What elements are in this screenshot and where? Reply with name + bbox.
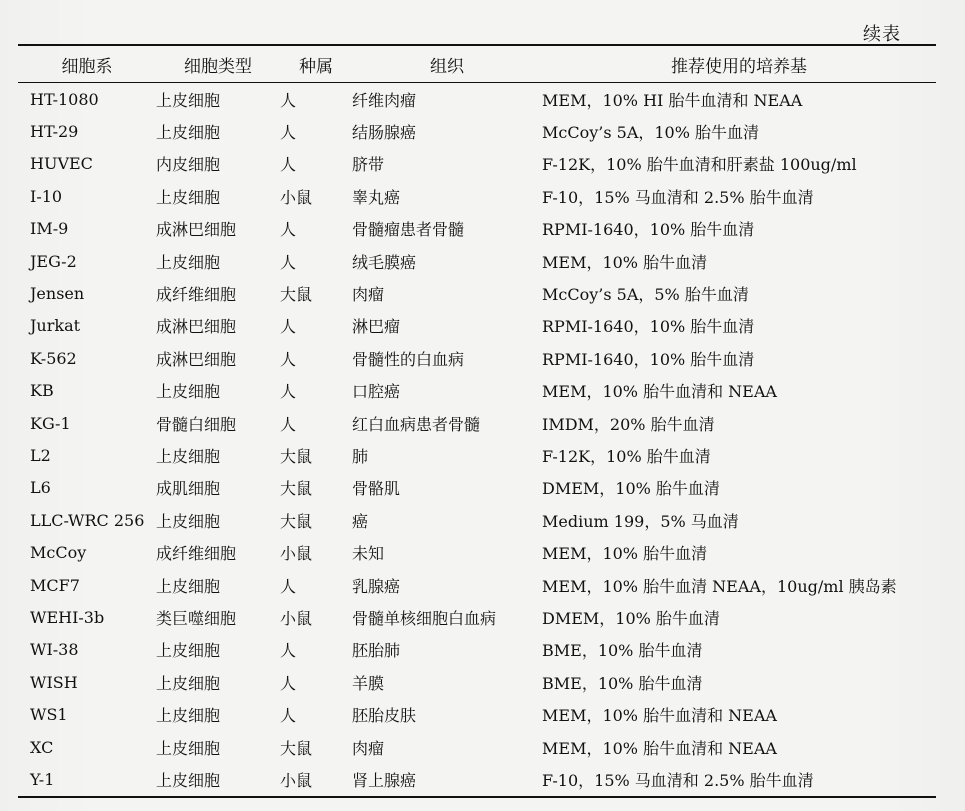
header-species: 种属	[280, 45, 352, 83]
species-cell: 大鼠	[280, 285, 313, 305]
medium-cell: MEM，10% 胎牛血清 NEAA，10ug/ml 胰岛素	[542, 576, 897, 596]
cell-type-cell: 上皮细胞	[156, 90, 221, 110]
cell-type-cell: 上皮细胞	[156, 673, 221, 693]
medium-cell: RPMI-1640，10% 胎牛血清	[542, 220, 755, 240]
header-tissue: 组织	[352, 45, 542, 83]
tissue-cell: 口腔癌	[352, 382, 401, 402]
table-row	[18, 698, 936, 730]
table-row	[18, 342, 936, 374]
species-cell: 人	[280, 673, 297, 693]
table-row	[18, 148, 936, 180]
medium-cell: MEM，10% HI 胎牛血清和 NEAA	[542, 90, 803, 110]
medium-cell: Medium 199，5% 马血清	[542, 511, 739, 531]
table-row	[18, 180, 936, 212]
cell-type-cell: 成淋巴细胞	[156, 349, 237, 369]
species-cell: 人	[280, 90, 297, 110]
species-cell: 大鼠	[280, 479, 313, 499]
table-row	[18, 601, 936, 633]
cell-type-cell: 上皮细胞	[156, 446, 221, 466]
medium-cell: MEM，10% 胎牛血清	[542, 544, 708, 564]
species-cell: 人	[280, 252, 297, 272]
cell-line-cell: KB	[30, 381, 54, 401]
tissue-cell: 骨髓单核细胞白血病	[352, 608, 497, 628]
cell-line-cell: JEG-2	[30, 251, 77, 271]
tissue-cell: 癌	[352, 511, 369, 531]
table-row	[18, 83, 936, 116]
cell-line-cell: LLC-WRC 256	[30, 510, 145, 530]
medium-cell: F-12K，10% 胎牛血清	[542, 446, 711, 466]
cell-line-cell: Jensen	[30, 284, 85, 304]
cell-line-cell: HT-1080	[30, 89, 99, 109]
tissue-cell: 未知	[352, 544, 385, 564]
medium-cell: McCoy’s 5A，5% 胎牛血清	[542, 285, 749, 305]
cell-line-cell: HUVEC	[30, 154, 93, 174]
tissue-cell: 淋巴瘤	[352, 317, 401, 337]
cell-type-cell: 骨髓白细胞	[156, 414, 237, 434]
medium-cell: DMEM，10% 胎牛血清	[542, 479, 720, 499]
medium-cell: MEM，10% 胎牛血清和 NEAA	[542, 382, 777, 402]
cell-type-cell: 上皮细胞	[156, 576, 221, 596]
species-cell: 人	[280, 382, 297, 402]
cell-type-cell: 内皮细胞	[156, 155, 221, 175]
medium-cell: MEM，10% 胎牛血清和 NEAA	[542, 738, 777, 758]
tissue-cell: 肾上腺癌	[352, 763, 542, 796]
header-cell-type: 细胞类型	[156, 45, 280, 83]
cell-line-table	[18, 44, 936, 798]
medium-cell: F-12K，10% 胎牛血清和肝素盐 100ug/ml	[542, 155, 857, 175]
species-cell: 小鼠	[280, 608, 313, 628]
species-cell: 小鼠	[280, 763, 352, 796]
table-row	[18, 536, 936, 568]
cell-line-cell: HT-29	[30, 122, 79, 142]
cell-type-cell: 成肌细胞	[156, 479, 221, 499]
species-cell: 人	[280, 155, 297, 175]
species-cell: 小鼠	[280, 544, 313, 564]
table-row	[18, 504, 936, 536]
cell-type-cell: 类巨噬细胞	[156, 608, 237, 628]
cell-type-cell: 上皮细胞	[156, 511, 221, 531]
tissue-cell: 肺	[352, 446, 369, 466]
cell-line-cell: K-562	[30, 348, 77, 368]
tissue-cell: 纤维肉瘤	[352, 90, 417, 110]
medium-cell: MEM，10% 胎牛血清和 NEAA	[542, 706, 777, 726]
cell-type-cell: 成淋巴细胞	[156, 220, 237, 240]
table-row	[18, 213, 936, 245]
cell-type-cell: 上皮细胞	[156, 252, 221, 272]
table-row	[18, 569, 936, 601]
table-row	[18, 634, 936, 666]
cell-type-cell: 上皮细胞	[156, 187, 221, 207]
tissue-cell: 乳腺癌	[352, 576, 401, 596]
cell-type-cell: 上皮细胞	[156, 123, 221, 143]
tissue-cell: 睾丸癌	[352, 187, 401, 207]
table-row	[18, 666, 936, 698]
tissue-cell: 红白血病患者骨髓	[352, 414, 481, 434]
medium-cell: F-10，15% 马血清和 2.5% 胎牛血清	[542, 187, 814, 207]
tissue-cell: 骨髓瘤患者骨髓	[352, 220, 465, 240]
cell-line-cell: L6	[30, 478, 51, 498]
tissue-cell: 绒毛膜癌	[352, 252, 417, 272]
cell-type-cell: 上皮细胞	[156, 763, 280, 796]
cell-line-cell: WS1	[30, 705, 68, 725]
cell-type-cell: 上皮细胞	[156, 641, 221, 661]
cell-type-cell: 成淋巴细胞	[156, 317, 237, 337]
cell-type-cell: 上皮细胞	[156, 382, 221, 402]
medium-cell: F-10，15% 马血清和 2.5% 胎牛血清	[542, 763, 936, 796]
species-cell: 人	[280, 576, 297, 596]
medium-cell: RPMI-1640，10% 胎牛血清	[542, 317, 755, 337]
species-cell: 人	[280, 349, 297, 369]
table-row	[18, 375, 936, 407]
cell-line-cell: IM-9	[30, 219, 69, 239]
medium-cell: IMDM，20% 胎牛血清	[542, 414, 715, 434]
cell-line-cell: I-10	[30, 186, 63, 206]
table-row	[18, 245, 936, 277]
cell-line-cell: McCoy	[30, 543, 87, 563]
table-row	[18, 115, 936, 147]
species-cell: 大鼠	[280, 446, 313, 466]
cell-line-cell: Jurkat	[30, 316, 81, 336]
cell-line-cell: Y-1	[18, 763, 156, 796]
table-row	[18, 407, 936, 439]
medium-cell: MEM，10% 胎牛血清	[542, 252, 708, 272]
table-row	[18, 439, 936, 471]
table-header-row	[18, 45, 936, 83]
table-row	[18, 731, 936, 763]
cell-type-cell: 成纤维细胞	[156, 544, 237, 564]
species-cell: 人	[280, 317, 297, 337]
tissue-cell: 骨髓性的白血病	[352, 349, 465, 369]
cell-type-cell: 上皮细胞	[156, 706, 221, 726]
cell-line-cell: WISH	[30, 672, 78, 692]
tissue-cell: 肉瘤	[352, 738, 385, 758]
table-row	[18, 472, 936, 504]
header-recommended-medium: 推荐使用的培养基	[542, 45, 936, 83]
table-row	[18, 277, 936, 309]
species-cell: 大鼠	[280, 511, 313, 531]
species-cell: 大鼠	[280, 738, 313, 758]
medium-cell: BME，10% 胎牛血清	[542, 641, 703, 661]
medium-cell: BME，10% 胎牛血清	[542, 673, 703, 693]
tissue-cell: 脐带	[352, 155, 385, 175]
tissue-cell: 骨骼肌	[352, 479, 401, 499]
species-cell: 人	[280, 414, 297, 434]
cell-line-cell: XC	[30, 737, 54, 757]
species-cell: 人	[280, 706, 297, 726]
cell-type-cell: 上皮细胞	[156, 738, 221, 758]
cell-line-cell: MCF7	[30, 575, 80, 595]
cell-line-cell: L2	[30, 445, 51, 465]
tissue-cell: 羊膜	[352, 673, 385, 693]
table-row	[18, 763, 936, 796]
medium-cell: DMEM，10% 胎牛血清	[542, 608, 720, 628]
cell-line-cell: KG-1	[30, 413, 71, 433]
species-cell: 人	[280, 220, 297, 240]
tissue-cell: 胚胎皮肤	[352, 706, 417, 726]
species-cell: 人	[280, 123, 297, 143]
species-cell: 小鼠	[280, 187, 313, 207]
cell-line-cell: WI-38	[30, 640, 79, 660]
cell-type-cell: 成纤维细胞	[156, 285, 237, 305]
species-cell: 人	[280, 641, 297, 661]
medium-cell: McCoy’s 5A，10% 胎牛血清	[542, 123, 760, 143]
continued-label: 续表	[863, 24, 901, 45]
tissue-cell: 胚胎肺	[352, 641, 401, 661]
medium-cell: RPMI-1640，10% 胎牛血清	[542, 349, 755, 369]
cell-line-cell: WEHI-3b	[30, 607, 105, 627]
tissue-cell: 肉瘤	[352, 285, 385, 305]
tissue-cell: 结肠腺癌	[352, 123, 417, 143]
table-row	[18, 310, 936, 342]
header-cell-line: 细胞系	[18, 45, 156, 83]
